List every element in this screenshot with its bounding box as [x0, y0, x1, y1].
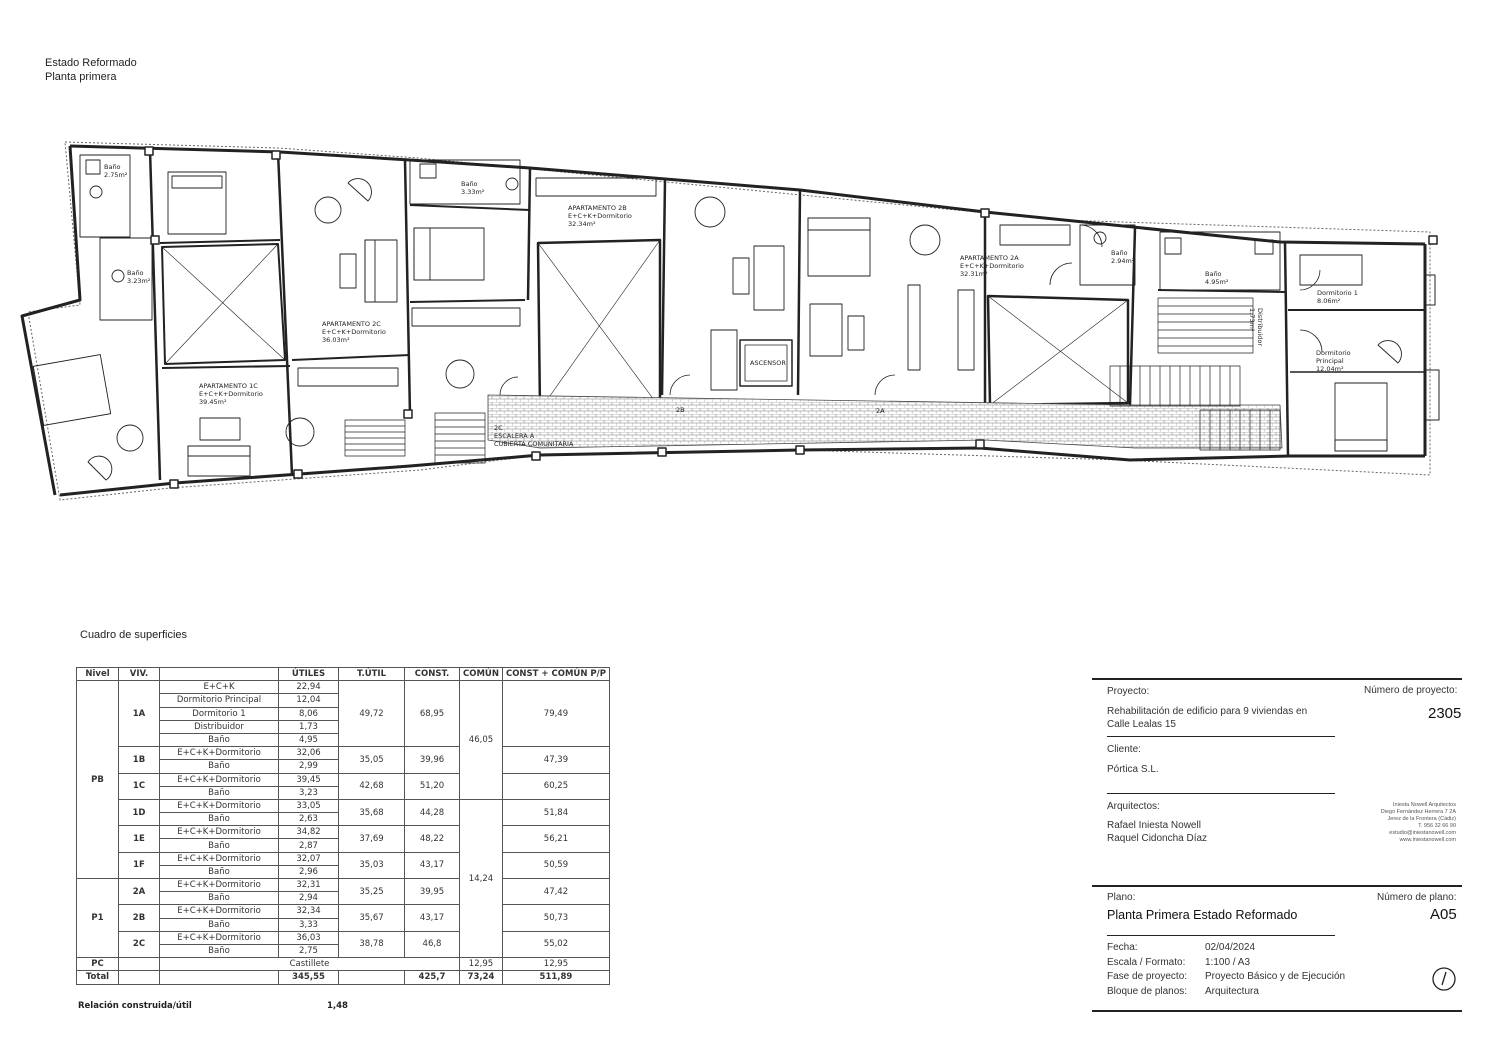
- const-comun-cell: 47,42: [502, 879, 609, 905]
- label-apt-2b: APARTAMENTO 2B E+C+K+Dormitorio 32.34m²: [568, 204, 632, 228]
- fase: Proyecto Básico y de Ejecución: [1205, 971, 1346, 982]
- utiles-cell: 2,99: [279, 760, 339, 773]
- fecha-label: Fecha:: [1107, 942, 1138, 953]
- label-apt-2c: APARTAMENTO 2C E+C+K+Dormitorio 36.03m²: [322, 320, 386, 344]
- room-cell: E+C+K+Dormitorio: [160, 852, 279, 865]
- surfaces-title: Cuadro de superficies: [80, 629, 188, 641]
- room-cell: E+C+K+Dormitorio: [160, 879, 279, 892]
- total-utiles: 345,55: [279, 971, 339, 984]
- col-const: CONST.: [405, 668, 460, 681]
- total-label: Total: [77, 971, 119, 984]
- utiles-cell: 3,23: [279, 786, 339, 799]
- const-cell: 48,22: [405, 826, 460, 852]
- utiles-cell: 12,04: [279, 694, 339, 707]
- cliente: Pórtica S.L.: [1107, 764, 1159, 775]
- col-const-comun: CONST + COMÚN P/P: [502, 668, 609, 681]
- table-row: [77, 681, 610, 694]
- label-bano-323: Baño 3.23m²: [127, 269, 151, 285]
- table-row: [77, 852, 610, 865]
- const-cell: 46,8: [405, 931, 460, 957]
- label-bano-333: Baño 3.33m²: [461, 180, 485, 196]
- table-row: [77, 826, 610, 839]
- label-ascensor: ASCENSOR: [750, 359, 786, 367]
- num-proyecto: 2305: [1428, 705, 1462, 722]
- tutil-cell: 35,67: [339, 905, 405, 931]
- tb-mid-rule: [1092, 885, 1462, 887]
- label-door-2b: 2B: [676, 406, 685, 414]
- studio-info: Iniesta Nowell Arquitectos Diego Fernández Herrera 7 2A Jerez de la Frontera (Cádiz) T. 956 32 66 90 estudio@iniestanowell.com www.iniestanowell.com: [1380, 802, 1456, 843]
- arquitecto-2: Raquel Cidoncha Díaz: [1107, 833, 1208, 844]
- viv-cell: 1F: [119, 852, 160, 878]
- utiles-cell: 32,34: [279, 905, 339, 918]
- tutil-cell: 35,68: [339, 799, 405, 825]
- const-comun-cell: 60,25: [502, 773, 609, 799]
- room-cell: Dormitorio Principal: [160, 694, 279, 707]
- table-header-row: [77, 668, 610, 681]
- label-distribuidor: Distribuidor1.73m²: [1248, 308, 1264, 347]
- arquitectos-label: Arquitectos:: [1107, 801, 1160, 812]
- const-cell: 44,28: [405, 799, 460, 825]
- room-cell: Baño: [160, 733, 279, 746]
- proyecto-line2: Calle Lealas 15: [1107, 719, 1176, 730]
- total-comun: 73,24: [460, 971, 503, 984]
- const-comun-cell: 55,02: [502, 931, 609, 957]
- utiles-cell: 32,31: [279, 879, 339, 892]
- label-escalera: 2C ESCALERA A CUBIERTA COMUNITARIA: [494, 424, 574, 448]
- proyecto-line1: Rehabilitación de edificio para 9 viviendas en: [1107, 706, 1308, 717]
- plano-label: Plano:: [1107, 892, 1136, 903]
- table-row: [77, 747, 610, 760]
- room-cell: Baño: [160, 918, 279, 931]
- col-room: [160, 668, 279, 681]
- viv-cell: 1A: [119, 681, 160, 747]
- table-row: [77, 905, 610, 918]
- label-apt-1c: APARTAMENTO 1C E+C+K+Dormitorio 39.45m²: [199, 382, 263, 406]
- tutil-cell: 49,72: [339, 681, 405, 747]
- utiles-cell: 2,96: [279, 865, 339, 878]
- tutil-cell: 35,05: [339, 747, 405, 773]
- utiles-cell: 4,95: [279, 733, 339, 746]
- room-cell: E+C+K+Dormitorio: [160, 905, 279, 918]
- viv-cell: 2C: [119, 931, 160, 957]
- cliente-label: Cliente:: [1107, 744, 1141, 755]
- viv-cell: 1C: [119, 773, 160, 799]
- surfaces-table: [76, 667, 610, 985]
- nivel-cell: P1: [77, 879, 119, 958]
- nivel-cell: PC: [77, 958, 119, 971]
- header-state: Estado Reformado: [45, 57, 137, 69]
- ratio-value: 1,48: [327, 1001, 348, 1011]
- room-cell: E+C+K+Dormitorio: [160, 747, 279, 760]
- utiles-cell: 22,94: [279, 681, 339, 694]
- const-cell: 39,95: [405, 879, 460, 905]
- label-door-2a: 2A: [876, 407, 885, 415]
- utiles-cell: 2,94: [279, 892, 339, 905]
- tb-bottom-rule: [1092, 1010, 1462, 1012]
- utiles-cell: 1,73: [279, 720, 339, 733]
- label-dorm-1: Dormitorio 1 8.06m²: [1317, 289, 1358, 305]
- room-cell: E+C+K+Dormitorio: [160, 799, 279, 812]
- utiles-cell: 2,63: [279, 813, 339, 826]
- room-cell: E+C+K+Dormitorio: [160, 826, 279, 839]
- total-const-comun: 511,89: [502, 971, 609, 984]
- tutil-cell: 42,68: [339, 773, 405, 799]
- nivel-cell: PB: [77, 681, 119, 879]
- room-cell: Baño: [160, 944, 279, 957]
- total-row: [77, 971, 610, 984]
- col-nivel: Nivel: [77, 668, 119, 681]
- escala-label: Escala / Formato:: [1107, 957, 1186, 968]
- utiles-cell: 34,82: [279, 826, 339, 839]
- comun-cell: 12,95: [460, 958, 503, 971]
- proyecto-label: Proyecto:: [1107, 686, 1150, 697]
- label-bano-294: Baño 2.94m²: [1111, 249, 1135, 265]
- viv-cell: 2A: [119, 879, 160, 905]
- tutil-cell: 38,78: [339, 931, 405, 957]
- const-cell: 43,17: [405, 852, 460, 878]
- table-row: [77, 931, 610, 944]
- comun-cell: 14,24: [460, 799, 503, 957]
- const-comun-cell: 56,21: [502, 826, 609, 852]
- utiles-cell: 2,87: [279, 839, 339, 852]
- tutil-cell: 35,03: [339, 852, 405, 878]
- viv-cell: 1D: [119, 799, 160, 825]
- bloque-label: Bloque de planos:: [1107, 986, 1188, 997]
- label-bano-495: Baño 4.95m²: [1205, 270, 1229, 286]
- table-row: [77, 879, 610, 892]
- const-cell: 51,20: [405, 773, 460, 799]
- utiles-cell: 2,75: [279, 944, 339, 957]
- total-const: 425,7: [405, 971, 460, 984]
- north-arrow-icon: [1431, 966, 1457, 992]
- room-cell: Castillete: [160, 958, 460, 971]
- utiles-cell: 3,33: [279, 918, 339, 931]
- room-cell: E+C+K+Dormitorio: [160, 931, 279, 944]
- tb-rule-2: [1107, 793, 1335, 794]
- utiles-cell: 32,06: [279, 747, 339, 760]
- room-cell: Baño: [160, 865, 279, 878]
- bloque: Arquitectura: [1205, 986, 1259, 997]
- table-row: [77, 799, 610, 812]
- num-plano-label: Número de plano:: [1377, 892, 1457, 903]
- const-cell: 43,17: [405, 905, 460, 931]
- tutil-cell: 37,69: [339, 826, 405, 852]
- escala: 1:100 / A3: [1205, 957, 1251, 968]
- comun-cell: 46,05: [460, 681, 503, 800]
- col-utiles: ÚTILES: [279, 668, 339, 681]
- ratio-label: Relación construida/útil: [78, 1001, 192, 1011]
- room-cell: Dormitorio 1: [160, 707, 279, 720]
- col-comun: COMÚN: [460, 668, 503, 681]
- tutil-cell: 35,25: [339, 879, 405, 905]
- tb-top-rule: [1092, 678, 1462, 680]
- num-plano: A05: [1430, 906, 1457, 923]
- label-bano-275: Baño 2.75m²: [104, 163, 128, 179]
- const-comun-cell: 47,39: [502, 747, 609, 773]
- tb-rule-3: [1107, 935, 1335, 936]
- room-cell: E+C+K+Dormitorio: [160, 773, 279, 786]
- room-cell: Baño: [160, 813, 279, 826]
- num-proyecto-label: Número de proyecto:: [1364, 685, 1458, 696]
- room-cell: Baño: [160, 839, 279, 852]
- table-row: [77, 773, 610, 786]
- const-comun-cell: 50,59: [502, 852, 609, 878]
- const-comun-cell: 79,49: [502, 681, 609, 747]
- room-cell: Distribuidor: [160, 720, 279, 733]
- viv-cell: 2B: [119, 905, 160, 931]
- plano-title: Planta Primera Estado Reformado: [1107, 908, 1298, 922]
- const-comun-cell: 51,84: [502, 799, 609, 825]
- utiles-cell: 33,05: [279, 799, 339, 812]
- header-floor: Planta primera: [45, 71, 117, 83]
- room-cell: Baño: [160, 892, 279, 905]
- label-dorm-principal: Dormitorio Principal 12.04m²: [1316, 349, 1351, 373]
- arquitecto-1: Rafael Iniesta Nowell: [1107, 820, 1201, 831]
- room-cell: Baño: [160, 760, 279, 773]
- utiles-cell: 36,03: [279, 931, 339, 944]
- const-comun-cell: 12,95: [502, 958, 609, 971]
- viv-cell: [119, 958, 160, 971]
- const-cell: 68,95: [405, 681, 460, 747]
- col-viv: VIV.: [119, 668, 160, 681]
- table-row: [77, 958, 610, 971]
- utiles-cell: 39,45: [279, 773, 339, 786]
- tb-rule-1: [1107, 736, 1335, 737]
- const-comun-cell: 50,73: [502, 905, 609, 931]
- utiles-cell: 32,07: [279, 852, 339, 865]
- const-cell: 39,96: [405, 747, 460, 773]
- col-tutil: T.ÚTIL: [339, 668, 405, 681]
- room-cell: Baño: [160, 786, 279, 799]
- utiles-cell: 8,06: [279, 707, 339, 720]
- viv-cell: 1E: [119, 826, 160, 852]
- fecha: 02/04/2024: [1205, 942, 1256, 953]
- label-apt-2a: APARTAMENTO 2A E+C+K+Dormitorio 32.31m²: [960, 254, 1024, 278]
- viv-cell: 1B: [119, 747, 160, 773]
- room-cell: E+C+K: [160, 681, 279, 694]
- fase-label: Fase de proyecto:: [1107, 971, 1188, 982]
